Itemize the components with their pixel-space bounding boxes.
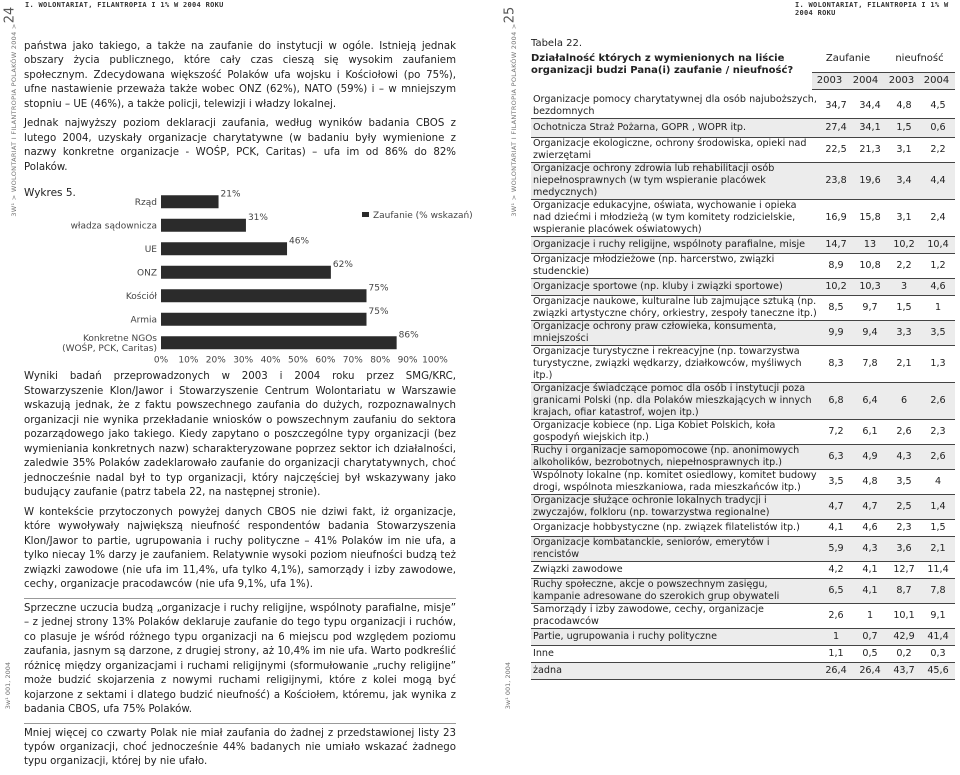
row-value: 26,4 xyxy=(819,662,853,679)
table-row xyxy=(531,119,955,138)
table-row xyxy=(531,199,955,236)
year-header: 2004 xyxy=(923,75,950,86)
left-side-footer: 3w¹ 001, 2004 xyxy=(4,661,12,709)
chart-value-label: 46% xyxy=(289,236,310,247)
row-value: 42,9 xyxy=(887,628,921,645)
row-organization-type: Organizacje młodzieżowe (np. harcerstwo, związki studenckie) xyxy=(531,253,819,278)
row-value: 34,1 xyxy=(853,119,887,138)
right-column xyxy=(531,38,955,680)
left-column xyxy=(24,40,473,775)
row-value: 2,6 xyxy=(921,444,955,469)
chart-bar xyxy=(161,196,219,209)
row-value: 1,5 xyxy=(921,519,955,536)
row-value: 14,7 xyxy=(819,236,853,253)
row-value: 4,9 xyxy=(853,444,887,469)
row-value: 45,6 xyxy=(921,662,955,679)
row-value: 43,7 xyxy=(887,662,921,679)
row-value: 2,2 xyxy=(887,253,921,278)
row-value: 6,5 xyxy=(819,578,853,603)
row-organization-type: Wspólnoty lokalne (np. komitet osiedlowy, komitet budowy drogi, wspólnota mieszkaniowa, rada mieszkańców itp.) xyxy=(531,469,819,494)
right-page-number: 25 xyxy=(502,6,518,24)
chart-x-tick-label: 60% xyxy=(315,355,336,366)
chart-x-tick-label: 100% xyxy=(422,355,448,366)
row-value: 10,4 xyxy=(921,236,955,253)
chart-x-tick-label: 0% xyxy=(153,355,169,366)
row-value: 3 xyxy=(887,278,921,295)
row-organization-type: Organizacje ochrony praw człowieka, konsumenta, mniejszości xyxy=(531,320,819,345)
row-value: 6,1 xyxy=(853,419,887,444)
row-organization-type: Organizacje ekologiczne, ochrony środowiska, opieki nad zwierzętami xyxy=(531,138,819,163)
table-row xyxy=(531,494,955,519)
row-value: 4,1 xyxy=(853,578,887,603)
chart-bar xyxy=(161,266,331,279)
row-value: 19,6 xyxy=(853,163,887,200)
paragraph-1: państwa jako takiego, a także na zaufanie do instytucji w ogóle. Istnieją jednak obszary życia publicznego, które cały czas cieszą się wysokim zaufaniem społecznym. Zdecydowana większość Polaków ufa wojsku i Kościołowi (po 75%), ufne nastawienie przeważa także wobec ONZ (62%), NATO (59%) i – w mniejszym stopniu – UE (46%), a także policji, telewizji i władzy lokalnej. xyxy=(24,41,456,110)
row-organization-type: Organizacje hobbystyczne (np. związek filatelistów itp.) xyxy=(531,519,819,536)
table-row xyxy=(531,345,955,382)
chart-title: Wykres 5. xyxy=(24,187,76,200)
table-row xyxy=(531,253,955,278)
year-header: 2003 xyxy=(816,75,843,86)
row-value: 5,9 xyxy=(819,536,853,561)
table-row xyxy=(531,645,955,662)
chart-value-label: 75% xyxy=(368,307,389,318)
chart-bar xyxy=(161,313,367,326)
chart-x-tick-label: 80% xyxy=(370,355,391,366)
paragraph-6: Mniej więcej co czwarty Polak nie miał zaufania do żadnej z przedstawionej listy 23 typów organizacji, choć jednocześnie 44% badanych nie umiało wskazać żadnego typu organizacji, której by nie ufało. xyxy=(24,723,456,770)
row-organization-type: Organizacje kombatanckie, seniorów, emerytów i rencistów xyxy=(531,536,819,561)
row-value: 10,2 xyxy=(887,236,921,253)
row-value: 1,1 xyxy=(819,645,853,662)
row-value: 34,7 xyxy=(819,94,853,119)
row-value: 4,7 xyxy=(853,494,887,519)
row-value: 4 xyxy=(921,469,955,494)
row-value: 3,1 xyxy=(887,138,921,163)
right-side-strip xyxy=(500,0,520,723)
table-row xyxy=(531,628,955,645)
row-organization-type: Organizacje kobiece (np. Liga Kobiet Polskich, koła gospodyń wiejskich itp.) xyxy=(531,419,819,444)
row-organization-type: Organizacje sportowe (np. kluby i związki sportowe) xyxy=(531,278,819,295)
row-value: 1 xyxy=(853,603,887,628)
right-side-text: 3W¹ > WOLONTARIAT I FILANTROPIA POLAKÓW 2004 > xyxy=(510,23,518,217)
row-organization-type: Związki zawodowe xyxy=(531,561,819,578)
right-running-head: I. WOLONTARIAT, FILANTROPIA I 1% W 2004 ROKU xyxy=(795,1,949,17)
row-value: 8,7 xyxy=(887,578,921,603)
row-value: 3,5 xyxy=(921,320,955,345)
chart-legend-swatch xyxy=(362,212,369,217)
chart-category-label: Konkretne NGOs xyxy=(82,334,157,345)
row-organization-type: Partie, ugrupowania i ruchy polityczne xyxy=(531,628,819,645)
row-organization-type: żadna xyxy=(531,662,819,679)
row-value: 4,1 xyxy=(819,519,853,536)
row-value: 7,2 xyxy=(819,419,853,444)
chart-category-label: UE xyxy=(144,245,157,256)
row-value: 2,6 xyxy=(921,382,955,419)
left-running-head: I. WOLONTARIAT, FILANTROPIA I 1% W 2004 ROKU xyxy=(25,1,224,9)
chart-category-label: władza sądownicza xyxy=(70,221,157,232)
chart-category-label: Kościół xyxy=(125,292,157,303)
row-value: 7,8 xyxy=(921,578,955,603)
table-row xyxy=(531,382,955,419)
paragraph-4: W kontekście przytoczonych powyżej danych CBOS nie dziwi fakt, iż organizacje, które wywoływały największą nieufność respondentów badania Stowarzyszenia Klon/Jawor to partie, ugrupowania i ruchy polityczne – 41% Polaków im nie ufa, a tylko niecay 1% darzy je zaufaniem. Relatywnie wysoki poziom nieufności budzą też związki zawodowe (nie ufa im 11,4%, ufa tylko 4,1%), samorządy i izby zawodowe, cechy, organizacje pracodawców (nie ufa 9,1%, ufa 1%). xyxy=(24,506,456,591)
chart-x-tick-label: 40% xyxy=(260,355,281,366)
row-value: 23,8 xyxy=(819,163,853,200)
left-page-number: 24 xyxy=(2,6,18,24)
row-value: 4,2 xyxy=(819,561,853,578)
table-row xyxy=(531,236,955,253)
row-value: 13 xyxy=(853,236,887,253)
chart-bar xyxy=(161,337,397,350)
table-row xyxy=(531,519,955,536)
row-value: 4,4 xyxy=(921,163,955,200)
row-value: 4,1 xyxy=(853,561,887,578)
row-value: 4,8 xyxy=(853,469,887,494)
table-row xyxy=(531,138,955,163)
table-row xyxy=(531,561,955,578)
row-value: 4,8 xyxy=(887,94,921,119)
row-value: 16,9 xyxy=(819,199,853,236)
row-value: 4,3 xyxy=(887,444,921,469)
row-value: 4,6 xyxy=(853,519,887,536)
row-value: 0,5 xyxy=(853,645,887,662)
chart-category-label: Rząd xyxy=(134,198,157,209)
row-organization-type: Organizacje ochrony zdrowia lub rehabilitacji osób niepełnosprawnych (w tym wspieranie placówek medycznych) xyxy=(531,163,819,200)
row-value: 10,2 xyxy=(819,278,853,295)
row-organization-type: Ochotnicza Straż Pożarna, GOPR , WOPR itp. xyxy=(531,119,819,138)
row-value: 2,5 xyxy=(887,494,921,519)
row-value: 1,4 xyxy=(921,494,955,519)
row-organization-type: Organizacje edukacyjne, oświata, wychowanie i opieka nad dziećmi i młodzieżą (w tym komitety rodzicielskie, wspieranie placówek oświatowych) xyxy=(531,199,819,236)
row-value: 1,3 xyxy=(921,345,955,382)
row-value: 9,1 xyxy=(921,603,955,628)
row-organization-type: Organizacje świadczące pomoc dla osób i instytucji poza granicami Polski (np. dla Polaków mieszkających w innych krajach, ofiar katastrof, wojen itp.) xyxy=(531,382,819,419)
row-organization-type: Organizacje turystyczne i rekreacyjne (np. towarzystwa turystyczne, związki wędkarzy, działkowców, myśliwych itp.) xyxy=(531,345,819,382)
chart-value-label: 62% xyxy=(332,260,353,271)
row-value: 1,5 xyxy=(887,295,921,320)
chart-x-tick-label: 90% xyxy=(397,355,418,366)
table-row xyxy=(531,163,955,200)
chart-category-label: Armia xyxy=(130,315,157,326)
row-organization-type: Organizacje pomocy charytatywnej dla osób najuboższych, bezdomnych xyxy=(531,94,819,119)
chart-x-tick-label: 70% xyxy=(342,355,363,366)
row-value: 3,3 xyxy=(887,320,921,345)
row-organization-type: Inne xyxy=(531,645,819,662)
row-value: 41,4 xyxy=(921,628,955,645)
row-value: 3,5 xyxy=(819,469,853,494)
chart-value-label: 31% xyxy=(247,213,268,224)
row-value: 22,5 xyxy=(819,138,853,163)
row-value: 21,3 xyxy=(853,138,887,163)
right-side-footer: 3w¹ 001, 2004 xyxy=(504,661,512,709)
trust-table xyxy=(531,94,955,680)
row-value: 1,2 xyxy=(921,253,955,278)
table-caption: Działalność których z wymienionych na liście organizacji budzi Pana(i) zaufanie / nieufność? xyxy=(531,52,794,76)
row-value: 2,1 xyxy=(887,345,921,382)
row-value: 8,3 xyxy=(819,345,853,382)
table-row xyxy=(531,603,955,628)
row-value: 6 xyxy=(887,382,921,419)
row-value: 0,7 xyxy=(853,628,887,645)
row-value: 4,7 xyxy=(819,494,853,519)
row-organization-type: Ruchy społeczne, akcje o powszechnym zasięgu, kampanie adresowane do szerokich grup obywateli xyxy=(531,578,819,603)
row-value: 1,5 xyxy=(887,119,921,138)
row-value: 9,9 xyxy=(819,320,853,345)
row-organization-type: Organizacje i ruchy religijne, wspólnoty parafialne, misje xyxy=(531,236,819,253)
row-value: 2,6 xyxy=(819,603,853,628)
row-organization-type: Samorządy i izby zawodowe, cechy, organizacje pracodawców xyxy=(531,603,819,628)
table-row xyxy=(531,295,955,320)
row-value: 2,6 xyxy=(887,419,921,444)
row-value: 9,4 xyxy=(853,320,887,345)
table-row xyxy=(531,469,955,494)
table-label: Tabela 22. xyxy=(531,38,583,49)
row-value: 2,1 xyxy=(921,536,955,561)
col-group-distrust: nieufność xyxy=(895,53,944,64)
table-row xyxy=(531,419,955,444)
table-row xyxy=(531,94,955,119)
chart-legend-label: Zaufanie (% wskazań) xyxy=(373,211,473,222)
row-value: 10,8 xyxy=(853,253,887,278)
row-value: 3,1 xyxy=(887,199,921,236)
row-value: 6,4 xyxy=(853,382,887,419)
chart-value-label: 86% xyxy=(398,330,419,341)
row-value: 34,4 xyxy=(853,94,887,119)
row-value: 9,7 xyxy=(853,295,887,320)
chart-bar xyxy=(161,243,287,256)
row-value: 4,3 xyxy=(853,536,887,561)
row-value: 4,6 xyxy=(921,278,955,295)
table-row xyxy=(531,578,955,603)
chart-value-label: 21% xyxy=(220,189,241,200)
chart-category-label: (WOŚP, PCK, Caritas) xyxy=(62,344,157,355)
table-row xyxy=(531,444,955,469)
chart-x-tick-label: 50% xyxy=(287,355,309,366)
chart-x-tick-label: 20% xyxy=(205,355,226,366)
row-value: 10,3 xyxy=(853,278,887,295)
row-value: 4,5 xyxy=(921,94,955,119)
row-value: 3,6 xyxy=(887,536,921,561)
row-value: 2,3 xyxy=(887,519,921,536)
table-row xyxy=(531,536,955,561)
row-value: 26,4 xyxy=(853,662,887,679)
row-value: 8,9 xyxy=(819,253,853,278)
table-row xyxy=(531,278,955,295)
row-value: 3,5 xyxy=(887,469,921,494)
row-value: 6,8 xyxy=(819,382,853,419)
row-value: 8,5 xyxy=(819,295,853,320)
row-value: 7,8 xyxy=(853,345,887,382)
year-header: 2003 xyxy=(888,75,915,86)
row-value: 15,8 xyxy=(853,199,887,236)
row-value: 0,6 xyxy=(921,119,955,138)
chart-bar xyxy=(161,219,246,232)
paragraph-5: Sprzeczne uczucia budzą „organizacje i ruchy religijne, wspólnoty parafialne, misje” – z jednej strony 13% Polaków deklaruje zaufanie do tego typu organizacji i ruchów, co plasuje je wśród różnego typu organizacji na 6 miejscu pod względem poziomu zaufania, jasnym są darzone, z drugiej strony, aż 10,4% im nie ufa. Warto podkreślić różnicę między organizacjami i ruchami religijnymi (sformułowanie „ruchy religijne” może budzić skojarzenia z nowymi ruchami religijnymi, które z kolei mogą być kojarzone z sektami i dlatego budzić nieufność) a Kościołem, któremu, jak wynika z badania CBOS, ufa 75% Polaków. xyxy=(24,598,456,718)
chart-wykres-5 xyxy=(24,180,473,370)
left-side-text: 3W¹ > WOLONTARIAT I FILANTROPIA POLAKÓW 2004 > xyxy=(10,23,18,217)
table-row xyxy=(531,320,955,345)
paragraph-3: Wyniki badań przeprowadzonych w 2003 i 2004 roku przez SMG/KRC, Stowarzyszenie Klon/Jawor i Stowarzyszenie Centrum Wolontariatu w Warszawie wskazują jednak, że z faktu powszechnego zaufania do dużych, rozpoznawalnych organizacji nie wynika przekładanie wniosków o powszechnym zaufaniu do sektora pozarządowego jako takiego. Kiedy zapytano o poszczególne typy organizacji (bez wymieniania konkretnych nazw) scharakteryzowane poprzez sektor ich działalności, zaledwie 35% Polaków zadeklarowało zaufanie do organizacji charytatywnych, choć jednocześnie nadal był to typ organizacji, który najczęściej był wskazywany jako budujący zaufanie (patrz tabela 22, na następnej stronie). xyxy=(24,371,456,499)
chart-category-label: ONZ xyxy=(137,268,157,279)
row-value: 12,7 xyxy=(887,561,921,578)
row-organization-type: Organizacje naukowe, kulturalne lub zajmujące sztuką (np. związki artystyczne chóry, orkiestry, zespoły taneczne itp.) xyxy=(531,295,819,320)
chart-svg xyxy=(24,180,473,370)
row-value: 6,3 xyxy=(819,444,853,469)
chart-value-label: 75% xyxy=(368,283,389,294)
chart-bar xyxy=(161,290,367,303)
year-header: 2004 xyxy=(852,75,879,86)
chart-x-tick-label: 30% xyxy=(233,355,254,366)
row-value: 1 xyxy=(921,295,955,320)
row-value: 10,1 xyxy=(887,603,921,628)
chart-x-tick-label: 10% xyxy=(178,355,199,366)
row-value: 0,2 xyxy=(887,645,921,662)
row-value: 2,2 xyxy=(921,138,955,163)
paragraph-2: Jednak najwyższy poziom deklaracji zaufania, według wyników badania CBOS z lutego 2004, uzyskały organizacje charytatywne (w badaniu były wymienione z nazwy konkretne organizacje - WOŚP, PCK, Caritas) – ufa im od 86% do 82% Polaków. xyxy=(24,118,456,173)
row-value: 1 xyxy=(819,628,853,645)
row-value: 2,3 xyxy=(921,419,955,444)
row-value: 3,4 xyxy=(887,163,921,200)
row-value: 0,3 xyxy=(921,645,955,662)
row-organization-type: Organizacje służące ochronie lokalnych tradycji i zwyczajów, folkloru (np. towarzystwa regionalne) xyxy=(531,494,819,519)
table-row xyxy=(531,662,955,679)
row-organization-type: Ruchy i organizacje samopomocowe (np. anonimowych alkoholików, bezrobotnych, niepełnosprawnych itp.) xyxy=(531,444,819,469)
row-value: 27,4 xyxy=(819,119,853,138)
col-group-trust: Zaufanie xyxy=(825,53,871,64)
row-value: 2,4 xyxy=(921,199,955,236)
row-value: 11,4 xyxy=(921,561,955,578)
left-side-strip xyxy=(0,0,20,723)
